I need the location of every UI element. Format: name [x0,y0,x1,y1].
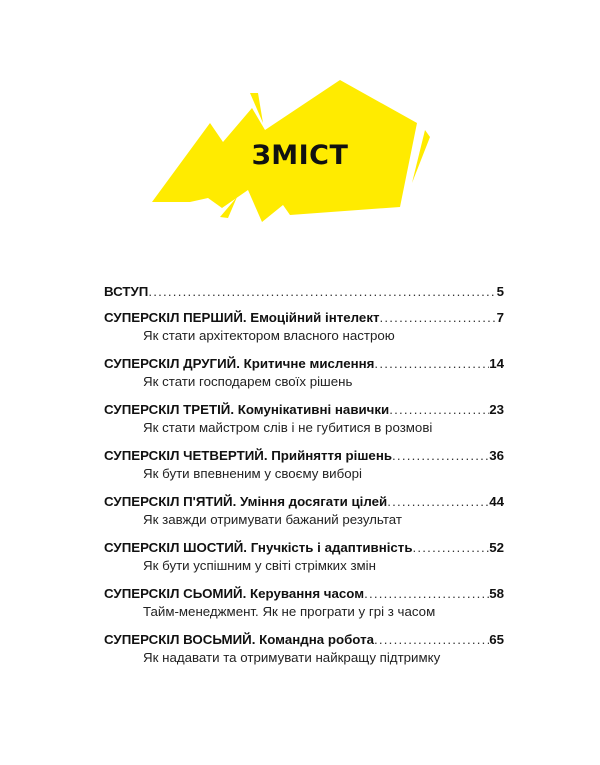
toc-entry[interactable] [104,284,504,302]
toc-entry-line[interactable] [104,284,504,302]
toc-entry-page: 36 [489,448,504,463]
toc-entry[interactable] [104,402,504,438]
toc-entry-subtitle: Як стати господарем своїх рішень [143,374,353,389]
page-title: ЗМІСТ [251,140,349,171]
toc-entry[interactable] [104,310,504,346]
toc-entry-title: СУПЕРСКІЛ ШОСТИЙ. Гнучкість і адаптивність [104,540,413,555]
dot-leader [380,310,497,325]
toc-entry-subtitle: Тайм-менеджмент. Як не програти у грі з часом [143,604,436,619]
toc-entry-subtitle: Як стати архітектором власного настрою [143,328,395,343]
toc-entry[interactable] [104,448,504,484]
toc-entry-title: ВСТУП [104,284,149,299]
dot-leader [392,448,489,463]
toc-entry-page: 58 [489,586,504,601]
dot-leader [148,284,496,299]
toc-entry-title: СУПЕРСКІЛ ПЕРШИЙ. Емоційний інтелект [104,310,380,325]
toc-entry-subtitle: Як стати майстром слів і не губитися в розмові [143,420,433,435]
toc-entry-title: СУПЕРСКІЛ ВОСЬМИЙ. Командна робота [104,632,374,647]
toc-entry[interactable] [104,356,504,392]
toc-entry-line[interactable] [104,632,504,650]
toc-entry-line[interactable] [104,540,504,558]
toc-entry-title: СУПЕРСКІЛ ТРЕТІЙ. Комунікативні навички [104,402,390,417]
toc-entry-line[interactable] [104,494,504,512]
toc-entry-subtitle: Як надавати та отримувати найкращу підтримку [143,650,441,665]
toc-entry-line[interactable] [104,310,504,328]
toc-entry-page: 5 [496,284,504,299]
toc-entry[interactable] [104,494,504,530]
dot-leader [387,494,489,509]
dot-leader [374,632,489,647]
toc-entry-title: СУПЕРСКІЛ П'ЯТИЙ. Уміння досягати цілей [104,494,388,509]
dot-leader [413,540,490,555]
toc-entry-page: 44 [489,494,504,509]
toc-entry-page: 23 [489,402,504,417]
toc-entry-line[interactable] [104,448,504,466]
dot-leader [389,402,489,417]
toc-entry-line[interactable] [104,402,504,420]
toc-entry-title: СУПЕРСКІЛ ЧЕТВЕРТИЙ. Прийняття рішень [104,448,393,463]
toc-entry-subtitle: Як завжди отримувати бажаний результат [143,512,402,527]
toc-entry-subtitle: Як бути успішним у світі стрімких змін [143,558,376,573]
toc-entry-line[interactable] [104,356,504,374]
toc-entry-page: 7 [496,310,504,325]
toc-entry-page: 14 [489,356,504,371]
table-of-contents [104,284,504,678]
toc-entry[interactable] [104,540,504,576]
dot-leader [374,356,489,371]
toc-entry-line[interactable] [104,586,504,604]
toc-entry-title: СУПЕРСКІЛ ДРУГИЙ. Критичне мислення [104,356,375,371]
toc-entry-page: 65 [489,632,504,647]
toc-entry-page: 52 [489,540,504,555]
toc-entry[interactable] [104,632,504,668]
toc-entry-subtitle: Як бути впевненим у своєму виборі [143,466,362,481]
toc-entry-title: СУПЕРСКІЛ СЬОМИЙ. Керування часом [104,586,365,601]
toc-entry[interactable] [104,586,504,622]
dot-leader [364,586,489,601]
